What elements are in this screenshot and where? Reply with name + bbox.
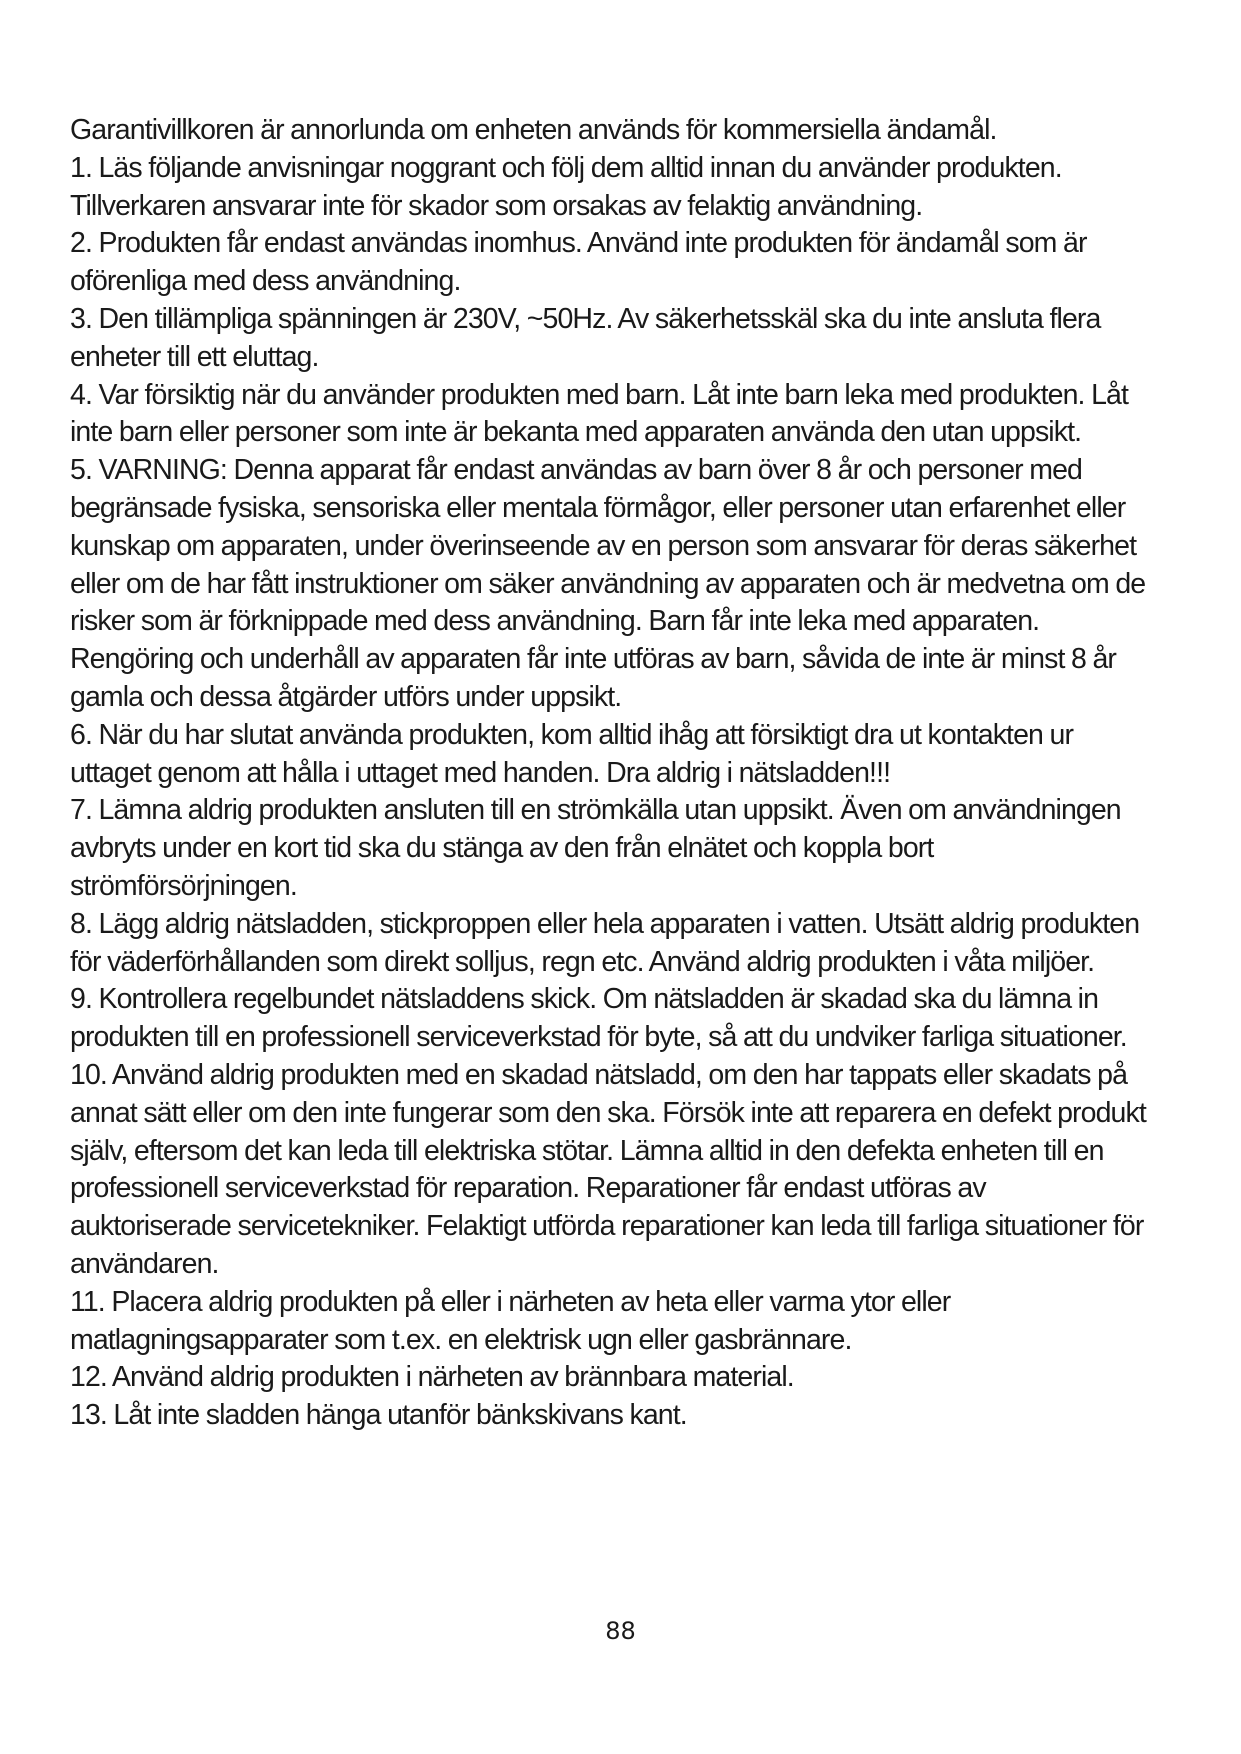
instruction-item-7: 7. Lämna aldrig produkten ansluten till en strömkälla utan uppsikt. Även om användningen avbryts under en kort tid ska du stänga av den från elnätet och koppla bort strömförsörjningen. xyxy=(70,794,1121,902)
page-number: 88 xyxy=(605,1617,636,1645)
safety-instructions-text xyxy=(70,112,1150,1435)
instruction-item-5-warning: 5. VARNING: Denna apparat får endast användas av barn över 8 år och personer med begränsade fysiska, sensoriska eller mentala förmågor, eller personer utan erfarenhet eller kunskap om apparaten, under överinseende av en person som ansvarar för deras säkerhet eller om de har fått instruktioner om säker användning av apparaten och är medvetna om de risker som är förknippade med dess användning. Barn får inte leka med apparaten. Rengöring och underhåll av apparaten får inte utföras av barn, såvida de inte är minst 8 år gamla och dessa åtgärder utförs under uppsikt. xyxy=(70,454,1146,713)
instruction-item-12: 12. Använd aldrig produkten i närheten av brännbara material. xyxy=(70,1361,794,1394)
instruction-item-11: 11. Placera aldrig produkten på eller i närheten av heta eller varma ytor eller matlagningsapparater som t.ex. en elektrisk ugn eller gasbrännare. xyxy=(70,1285,951,1356)
instruction-item-8: 8. Lägg aldrig nätsladden, stickproppen eller hela apparaten i vatten. Utsätt aldrig produkten för väderförhållanden som direkt solljus, regn etc. Använd aldrig produkten i våta miljöer. xyxy=(70,907,1140,978)
instruction-item-3: 3. Den tillämpliga spänningen är 230V, ~50Hz. Av säkerhetsskäl ska du inte ansluta flera enheter till ett eluttag. xyxy=(70,302,1101,373)
instruction-item-1: 1. Läs följande anvisningar noggrant och följ dem alltid innan du använder produkten. Tillverkaren ansvarar inte för skador som orsakas av felaktig användning. xyxy=(70,151,1062,222)
instruction-item-6: 6. När du har slutat använda produkten, kom alltid ihåg att försiktigt dra ut kontakten ur uttaget genom att hålla i uttaget med handen. Dra aldrig i nätsladden!!! xyxy=(70,718,1074,789)
instruction-item-4: 4. Var försiktig när du använder produkten med barn. Låt inte barn leka med produkten. Låt inte barn eller personer som inte är bekanta med apparaten använda den utan uppsikt. xyxy=(70,378,1128,449)
instruction-item-10: 10. Använd aldrig produkten med en skadad nätsladd, om den har tappats eller skadats på annat sätt eller om den inte fungerar som den ska. Försök inte att reparera en defekt produkt själv, eftersom det kan leda till elektriska stötar. Lämna alltid in den defekta enheten till en professionell serviceverkstad för reparation. Reparationer får endast utföras av auktoriserade servicetekniker. Felaktigt utförda reparationer kan leda till farliga situationer för användaren. xyxy=(70,1058,1146,1280)
warranty-note-paragraph: Garantivillkoren är annorlunda om enheten används för kommersiella ändamål. xyxy=(70,114,997,146)
instruction-item-2: 2. Produkten får endast användas inomhus. Använd inte produkten för ändamål som är oförenliga med dess användning. xyxy=(70,227,1087,298)
instruction-item-9: 9. Kontrollera regelbundet nätsladdens skick. Om nätsladden är skadad ska du lämna in produkten till en professionell serviceverkstad för byte, så att du undviker farliga situationer. xyxy=(70,983,1127,1054)
instruction-item-13: 13. Låt inte sladden hänga utanför bänkskivans kant. xyxy=(70,1399,687,1432)
